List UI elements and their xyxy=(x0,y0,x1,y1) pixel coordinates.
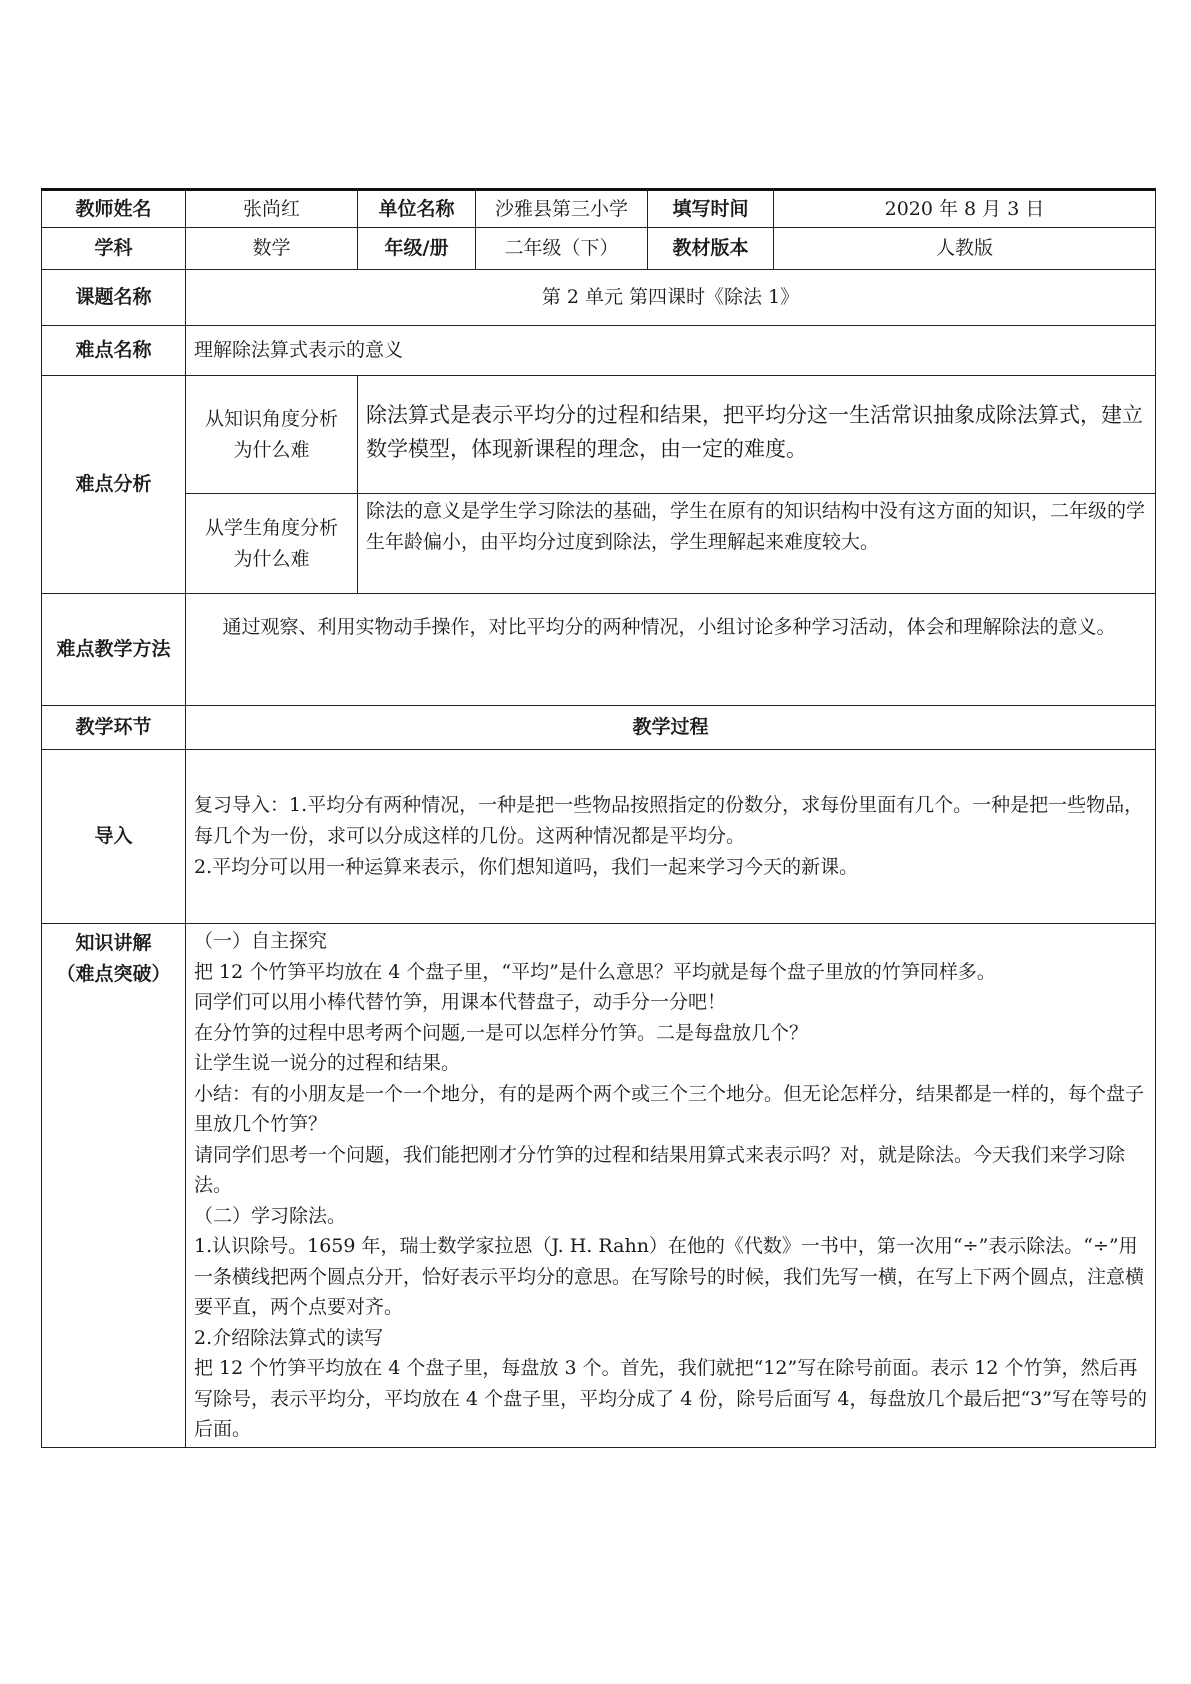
student-angle-label: 从学生角度分析为什么难 xyxy=(186,494,358,594)
analysis-row-student xyxy=(42,494,1156,594)
knowledge-line: 把 12 个竹笋平均放在 4 个盘子里，每盘放 3 个。首先，我们就把“12”写在除号前面。表示 12 个竹笋，然后再写除号，表示平均分，平均放在 4 个盘子里，平均分成了 4 份，除号后面写 4，每盘放几个最后把“3”写在等号的后面。 xyxy=(194,1357,1147,1440)
knowledge-line: 在分竹笋的过程中思考两个问题,一是可以怎样分竹笋。二是每盘放几个？ xyxy=(194,1021,809,1044)
edition-label: 教材版本 xyxy=(648,228,774,270)
intro-content xyxy=(186,750,1156,924)
topic-value: 第 2 单元 第四课时《除法 1》 xyxy=(186,270,1156,326)
student-angle-text: 除法的意义是学生学习除法的基础，学生在原有的知识结构中没有这方面的知识，二年级的学生年龄偏小，由平均分过度到除法，学生理解起来难度较大。 xyxy=(358,494,1156,594)
subject-value: 数学 xyxy=(186,228,358,270)
intro-row xyxy=(42,750,1156,924)
date-label: 填写时间 xyxy=(648,190,774,228)
knowledge-label xyxy=(42,924,186,1448)
header-row-2 xyxy=(42,228,1156,270)
knowledge-angle-text: 除法算式是表示平均分的过程和结果，把平均分这一生活常识抽象成除法算式，建立数学模型，体现新课程的理念，由一定的难度。 xyxy=(358,376,1156,494)
knowledge-label-line2: （难点突破） xyxy=(56,963,171,985)
intro-line: 2.平均分可以用一种运算来表示，你们想知道吗，我们一起来学习今天的新课。 xyxy=(194,856,859,878)
knowledge-line: 小结：有的小朋友是一个一个地分，有的是两个两个或三个三个地分。但无论怎样分，结果都是一样的，每个盘子里放几个竹笋？ xyxy=(194,1082,1145,1135)
date-value: 2020 年 8 月 3 日 xyxy=(774,190,1156,228)
lesson-plan-table xyxy=(41,188,1156,1448)
lesson-plan-page xyxy=(41,188,1155,1448)
knowledge-line: 让学生说一说分的过程和结果。 xyxy=(194,1052,461,1074)
difficulty-value: 理解除法算式表示的意义 xyxy=(186,326,1156,376)
edition-value: 人教版 xyxy=(774,228,1156,270)
unit-label: 单位名称 xyxy=(358,190,476,228)
analysis-label: 难点分析 xyxy=(42,376,186,594)
knowledge-line: 把 12 个竹笋平均放在 4 个盘子里，“平均”是什么意思？平均就是每个盘子里放的竹笋同样多。 xyxy=(194,960,996,983)
difficulty-row xyxy=(42,326,1156,376)
method-row xyxy=(42,594,1156,706)
header-row-1 xyxy=(42,190,1156,228)
method-text: 通过观察、利用实物动手操作，对比平均分的两种情况，小组讨论多种学习活动，体会和理解除法的意义。 xyxy=(186,594,1156,706)
knowledge-line: 1.认识除号。1659 年，瑞士数学家拉恩（J. H. Rahn）在他的《代数》一书中，第一次用“÷”表示除法。“÷”用一条横线把两个圆点分开，恰好表示平均分的意思。在写除号的时候，我们先写一横，在写上下两个圆点，注意横要平直，两个点要对齐。 xyxy=(194,1235,1145,1318)
knowledge-line: 请同学们思考一个问题，我们能把刚才分竹笋的过程和结果用算式来表示吗？对，就是除法。今天我们来学习除法。 xyxy=(194,1143,1126,1196)
knowledge-label-line1: 知识讲解 xyxy=(75,932,152,954)
knowledge-line: 2.介绍除法算式的读写 xyxy=(194,1326,384,1349)
unit-value: 沙雅县第三小学 xyxy=(476,190,648,228)
subject-label: 学科 xyxy=(42,228,186,270)
knowledge-line: （二）学习除法。 xyxy=(194,1204,347,1227)
teacher-label: 教师姓名 xyxy=(42,190,186,228)
analysis-row-knowledge xyxy=(42,376,1156,494)
grade-value: 二年级（下） xyxy=(476,228,648,270)
intro-line: 复习导入：1.平均分有两种情况，一种是把一些物品按照指定的份数分，求每份里面有几个。一种是把一些物品，每几个为一份，求可以分成这样的几份。这两种情况都是平均分。 xyxy=(194,794,1144,847)
knowledge-angle-label: 从知识角度分析为什么难 xyxy=(186,376,358,494)
grade-label: 年级/册 xyxy=(358,228,476,270)
process-header: 教学过程 xyxy=(186,706,1156,750)
knowledge-row xyxy=(42,924,1156,1448)
topic-label: 课题名称 xyxy=(42,270,186,326)
method-label: 难点教学方法 xyxy=(42,594,186,706)
difficulty-label: 难点名称 xyxy=(42,326,186,376)
intro-label: 导入 xyxy=(42,750,186,924)
teacher-value: 张尚红 xyxy=(186,190,358,228)
knowledge-line: 同学们可以用小棒代替竹笋，用课本代替盘子，动手分一分吧！ xyxy=(194,991,727,1013)
knowledge-line: （一）自主探究 xyxy=(194,930,328,952)
stage-header: 教学环节 xyxy=(42,706,186,750)
topic-row xyxy=(42,270,1156,326)
process-header-row xyxy=(42,706,1156,750)
knowledge-content xyxy=(186,924,1156,1448)
